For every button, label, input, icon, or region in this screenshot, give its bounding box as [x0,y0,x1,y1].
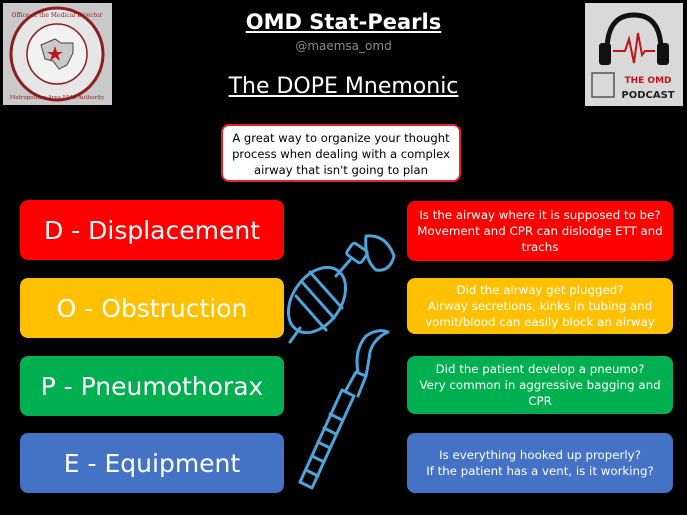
svg-text:Metropolitan Area EMS Authorit: Metropolitan Area EMS Authority [9,95,105,101]
bag-valve-mask-icon [282,236,394,343]
intro-line-3: airway that isn't going to plan [254,163,428,177]
desc-line: vomit/blood can easily block an airway [425,315,655,329]
page-title: OMD Stat-Pearls [245,10,442,34]
mnemonic-o-box: O - Obstruction [20,278,284,338]
social-handle: @maemsa_omd [295,39,392,53]
desc-line: Did the airway get plugged? [456,283,624,297]
desc-line: trachs [521,240,559,254]
mnemonic-d-description [407,201,673,261]
page-subtitle: The DOPE Mnemonic [228,74,459,99]
desc-line: Airway secretions, kinks in tubing and [427,299,653,313]
desc-line: Is everything hooked up properly? [439,448,641,462]
intro-line-1: A great way to organize your thought [232,131,450,145]
podcast-bottom-text: PODCAST [621,90,675,101]
desc-line: Is the airway where it is supposed to be? [419,208,661,222]
mnemonic-d-box: D - Displacement [20,200,284,260]
desc-line: Very common in aggressive bagging and [419,378,661,392]
mnemonic-e-description [407,433,673,493]
podcast-top-text: THE OMD [624,76,672,86]
desc-line: If the patient has a vent, is it working? [426,464,654,478]
mnemonic-p-box: P - Pneumothorax [20,356,284,416]
svg-text:Office of the Medical Director: Office of the Medical Director [11,12,103,19]
intro-callout [221,124,461,182]
intro-line-2: process when dealing with a complex [232,147,450,161]
mnemonic-o-description [407,278,673,334]
desc-line: Movement and CPR can dislodge ETT and [417,224,663,238]
desc-line: CPR [528,394,552,408]
mnemonic-p-description [407,356,673,414]
mnemonic-e-box: E - Equipment [20,433,284,493]
desc-line: Did the patient develop a pneumo? [435,362,645,376]
laryngoscope-icon [300,331,388,488]
medical-illustrations [282,220,406,490]
